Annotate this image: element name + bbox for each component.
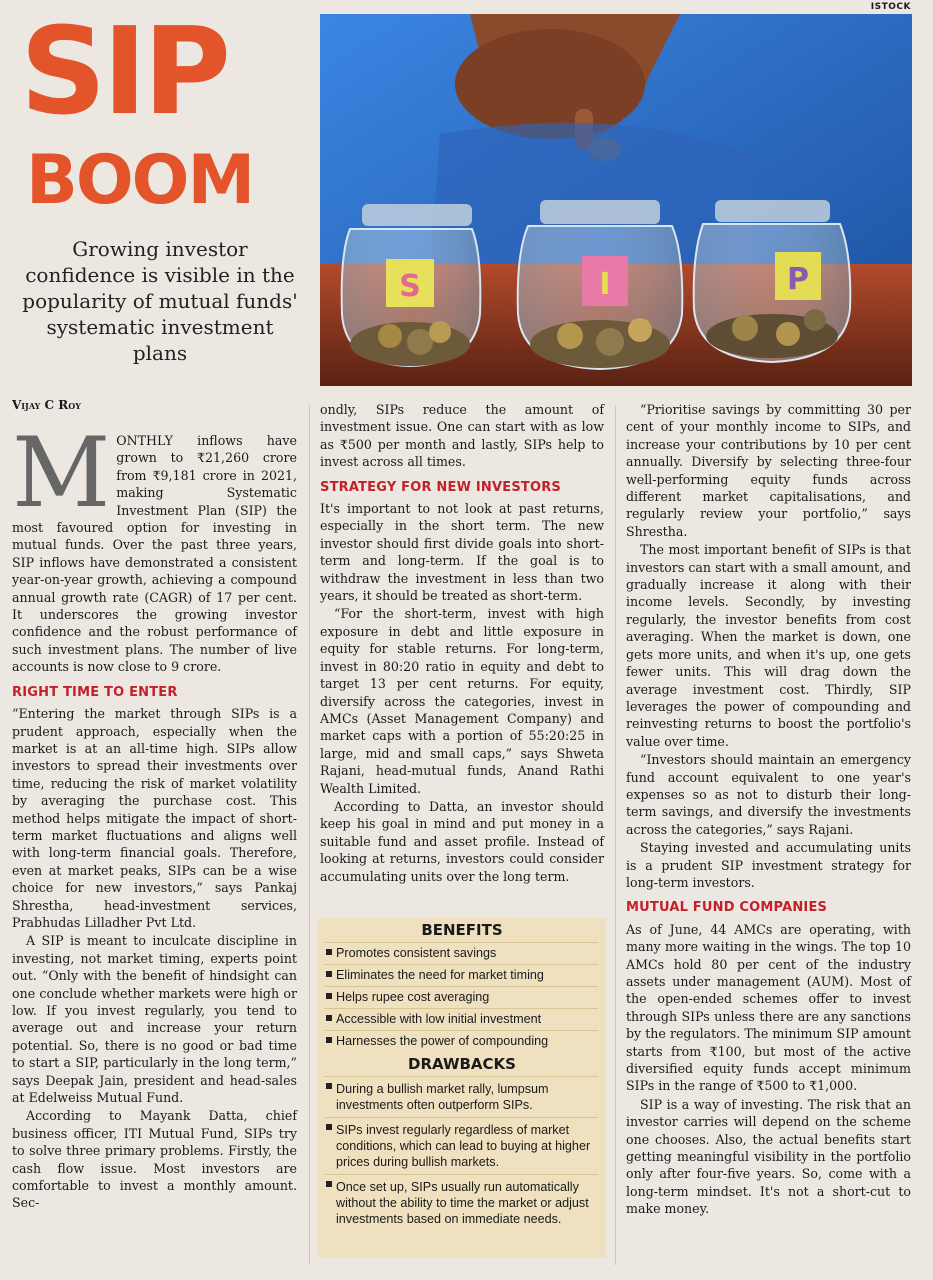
benefits-list bbox=[318, 942, 606, 1052]
byline: Vijay C Roy bbox=[12, 398, 81, 412]
paragraph: SIP is a way of investing. The risk that an investor carries will depend on the scheme one chooses. Also, the actual benefits start getting meaningful visibility in the portfolio only after four-five years. So, come with a long-term mindset. It's not a short-cut to make money. bbox=[626, 1096, 911, 1217]
section-heading: STRATEGY FOR NEW INVESTORS bbox=[320, 479, 561, 495]
photo-credit: ISTOCK bbox=[870, 2, 911, 12]
paragraph: It's important to not look at past returns, especially in the short term. The new investor should first divide goals into short-term and long-term. If the goal is to withdraw the investment in less than two years, it should be treated as short-term. bbox=[320, 501, 604, 604]
article-column-2 bbox=[320, 401, 604, 886]
list-item: Once set up, SIPs usually run automatically without the ability to time the market or adjust investments based on immediate needs. bbox=[324, 1174, 598, 1231]
section-heading: MUTUAL FUND COMPANIES bbox=[626, 900, 828, 916]
paragraph: A SIP is meant to inculcate discipline in investing, not market timing, experts point out. “Only with the benefit of hindsight can one conclude whether markets were high or low. If you invest regularly, you tend to average out and increase your return potential. So, there is no good or bad time to start a SIP, particularly in the long term,” says Deepak Jain, president and head-sales at Edelweiss Mutual Fund. bbox=[12, 933, 297, 1106]
jar-label-i: I bbox=[599, 267, 611, 302]
paragraph: The most important benefit of SIPs is that investors can start with a small amount, and gradually increase it along with their income levels. Secondly, by investing regularly, the investor benefits from cost averaging. When the market is down, one gets more units, and when it's up, one gets fewer units. This will drag down the average investment cost. Thirdly, SIP leverages the power of compounding and reinvesting returns to boost the portfolio's value over time. bbox=[626, 542, 911, 749]
article-column-1 bbox=[12, 417, 297, 1213]
jar-label-p: P bbox=[787, 262, 809, 297]
article-column-3 bbox=[626, 401, 911, 1219]
headline-boom: BOOM bbox=[26, 141, 254, 220]
list-item: Harnesses the power of compounding bbox=[324, 1030, 598, 1052]
lead-paragraph: MONTHLY inflows have grown to ₹21,260 crore from ₹9,181 crore in 2021, making Systematic Investment Plan (SIP) the most favoured option for investing in mutual funds. Over the past three years, SIP inflows have demonstrated a consistent year-on-year growth, achieving a compound annual growth rate (CAGR) of 17 per cent. It underscores the growing investor confidence and the robust performance of such investment plans. The number of live accounts is now close to 9 crore. bbox=[12, 417, 297, 675]
section-heading: RIGHT TIME TO ENTER bbox=[12, 684, 178, 700]
headline-sip: SIP bbox=[20, 3, 228, 142]
list-item: Promotes consistent savings bbox=[324, 942, 598, 964]
list-item: Helps rupee cost averaging bbox=[324, 986, 598, 1008]
paragraph: According to Datta, an investor should keep his goal in mind and put money in a suitable fund and asset profile. Instead of looking at returns, investors could consider accumulating units over the long term. bbox=[320, 798, 604, 884]
column-rule bbox=[615, 405, 616, 1265]
list-item: Eliminates the need for market timing bbox=[324, 964, 598, 986]
jar-label-s: S bbox=[399, 269, 421, 304]
drawbacks-title: DRAWBACKS bbox=[408, 1055, 516, 1073]
paragraph: “Investors should maintain an emergency fund account equivalent to one year's expenses so as not to disturb their long-term savings, and diversify the investments across the categories,” says Rajani. bbox=[626, 752, 911, 837]
list-item: Accessible with low initial investment bbox=[324, 1008, 598, 1030]
drop-cap: M bbox=[12, 417, 111, 529]
paragraph: “For the short-term, invest with high exposure in debt and little exposure in equity for stable returns. For long-term, invest in 80:20 ratio in equity and debt to target 13 per cent returns. For equity, diversify across the categories, invest in AMCs (Asset Management Company) and market caps with a portion of 55:20:25 in large, mid and small caps,” says Shweta Rajani, head-mutual funds, Anand Rathi Wealth Limited. bbox=[320, 606, 604, 796]
paragraph: According to Mayank Datta, chief business officer, ITI Mutual Fund, SIPs try to solve three primary problems. Firstly, the cash flow issue. Most investors are comfortable to invest a monthly amount. Sec- bbox=[12, 1108, 297, 1211]
benefits-drawbacks-box bbox=[318, 918, 606, 1258]
coin-jars-illustration bbox=[320, 14, 912, 386]
benefits-title: BENEFITS bbox=[421, 921, 503, 939]
jar-p bbox=[694, 200, 851, 362]
drawbacks-list bbox=[318, 1076, 606, 1231]
list-item: During a bullish market rally, lumpsum investments often outperform SIPs. bbox=[324, 1076, 598, 1117]
paragraph: As of June, 44 AMCs are operating, with many more waiting in the wings. The top 10 AMCs hold 80 per cent of the industry assets under management (AUM). Most of the open-ended schemes offer to invest through SIPs unless there are any sanctions by the regulators. The minimum SIP amount starts from ₹100, but most of the active diversified equity funds accept minimum SIPs in the range of ₹500 to ₹1,000. bbox=[626, 921, 911, 1094]
paragraph: “Entering the market through SIPs is a prudent approach, especially when the market is at an all-time high. SIPs allow investors to spread their investments over time, reducing the risk of market volatility by averaging the purchase cost. This method helps mitigate the impact of short-term market fluctuations and aligns well with long-term financial goals. Therefore, even at market peaks, SIPs can be a wise choice for new investors,” says Pankaj Shrestha, head-investment services, Prabhudas Lilladher Pvt Ltd. bbox=[12, 706, 297, 930]
list-item: SIPs invest regularly regardless of market conditions, which can lead to buying at higher prices during bullish markets. bbox=[324, 1117, 598, 1174]
coin-jars-photo bbox=[320, 14, 912, 386]
paragraph: ondly, SIPs reduce the amount of investment issue. One can start with as low as ₹500 per month and lastly, SIPs help to invest across all times. bbox=[320, 402, 604, 470]
column-rule bbox=[309, 405, 310, 1265]
deck-subheading: Growing investor confidence is visible in the popularity of mutual funds' systematic investment plans bbox=[22, 237, 298, 365]
paragraph: “Prioritise savings by committing 30 per cent of your monthly income to SIPs, and increase your contributions by 10 per cent annually. Diversify by selecting three-four well-performing equity funds across different market capitalisations, and regularly review your portfolio,” says Shrestha. bbox=[626, 402, 911, 539]
paragraph: Staying invested and accumulating units is a prudent SIP investment strategy for long-term investors. bbox=[626, 840, 911, 890]
